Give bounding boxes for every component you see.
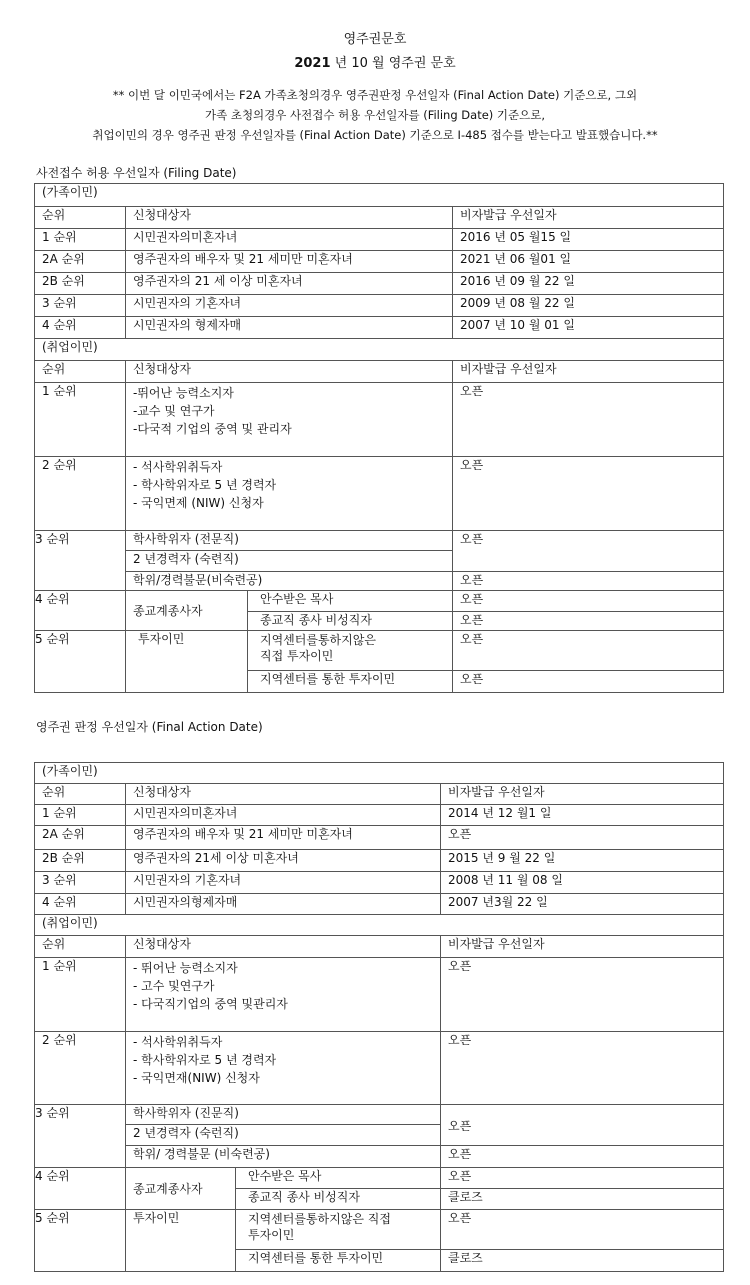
final-action-date-heading: 영주권 판정 우선일자 (Final Action Date) bbox=[36, 720, 263, 734]
rank-cell: 3 순위 bbox=[35, 295, 126, 317]
table-row bbox=[35, 1168, 724, 1189]
date-header: 비자발급 우선일자 bbox=[441, 936, 724, 958]
date-cell: 2014 년 12 월1 일 bbox=[441, 805, 724, 826]
rank-cell: 2B 순위 bbox=[35, 850, 126, 872]
applicant-line: - 다국직기업의 중역 및관리자 bbox=[133, 997, 288, 1011]
rank-header: 순위 bbox=[35, 207, 126, 229]
applicant-cell: 학위/ 경력불문 (비숙련공) bbox=[126, 1146, 441, 1168]
applicant-cell: 영주권자의 21세 이상 미혼자녀 bbox=[126, 850, 441, 872]
table-row bbox=[35, 572, 724, 591]
applicant-cell: 2 년경력자 (숙련직) bbox=[126, 551, 453, 572]
date-cell: 오픈 bbox=[441, 1146, 724, 1168]
table-row bbox=[35, 850, 724, 872]
applicant-line: - 석사학위취득자 bbox=[133, 460, 223, 474]
table-row bbox=[35, 531, 724, 551]
rank-cell: 3 순위 bbox=[35, 1105, 126, 1168]
subtitle-year: 2021 bbox=[294, 56, 331, 71]
applicant-cell: 종교직 종사 비성직자 bbox=[248, 612, 453, 631]
applicant-line: 지역센터를통하지않은 bbox=[260, 633, 376, 647]
intro-line-3: 취업이민의 경우 영주권 판정 우선일자를 (Final Action Date) 기준으로 I-485 접수를 받는다고 발표했습니다.** bbox=[92, 128, 658, 142]
applicant-header: 신청대상자 bbox=[126, 936, 441, 958]
date-cell: 오픈 bbox=[453, 612, 724, 631]
rank-cell: 1 순위 bbox=[35, 229, 126, 251]
date-cell: 2007 년3월 22 일 bbox=[441, 894, 724, 915]
applicant-line: -교수 및 연구가 bbox=[133, 404, 215, 418]
table-header-row bbox=[35, 784, 724, 805]
date-cell: 오픈 bbox=[453, 631, 724, 671]
table-row bbox=[35, 383, 724, 457]
date-cell: 오픈 bbox=[441, 958, 724, 1032]
table-row bbox=[35, 1032, 724, 1105]
applicant-line: - 석사학위취득자 bbox=[133, 1035, 223, 1049]
employment-section-label: (취업이민) bbox=[35, 915, 724, 936]
applicant-cell bbox=[236, 1210, 441, 1250]
date-cell: 오픈 bbox=[453, 591, 724, 612]
date-cell: 오픈 bbox=[441, 1032, 724, 1105]
applicant-line: - 국익면재(NIW) 신청자 bbox=[133, 1071, 260, 1085]
rank-cell: 1 순위 bbox=[35, 805, 126, 826]
document-title: 영주권문호 bbox=[343, 32, 407, 47]
applicant-cell: 시민권자의미혼자녀 bbox=[126, 805, 441, 826]
date-cell: 2016 년 09 월 22 일 bbox=[453, 273, 724, 295]
date-cell: 오픈 bbox=[441, 1210, 724, 1250]
table-row bbox=[35, 826, 724, 850]
table-header-row bbox=[35, 936, 724, 958]
rank-cell: 5 순위 bbox=[35, 631, 126, 693]
table-row bbox=[35, 1105, 724, 1125]
rank-cell: 4 순위 bbox=[35, 591, 126, 631]
table-row bbox=[35, 958, 724, 1032]
applicant-cell: 학사학위자 (진문직) bbox=[126, 1105, 441, 1125]
applicant-cell: 종교직 종사 비성직자 bbox=[236, 1189, 441, 1210]
applicant-cell bbox=[126, 457, 453, 531]
applicant-line: - 뛰어난 능력소지자 bbox=[133, 961, 238, 975]
applicant-cell bbox=[126, 383, 453, 457]
applicant-line: 직접 투자이민 bbox=[260, 649, 334, 663]
applicant-header: 신청대상자 bbox=[126, 784, 441, 805]
applicant-cell bbox=[126, 958, 441, 1032]
rank-cell: 3 순위 bbox=[35, 872, 126, 894]
date-cell: 2015 년 9 월 22 일 bbox=[441, 850, 724, 872]
intro-line-1: ** 이번 달 이민국에서는 F2A 가족초청의경우 영주권판정 우선일자 (Final Action Date) 기준으로, 그외 bbox=[112, 88, 638, 102]
subtitle-rest: 년 10 월 영주권 문호 bbox=[334, 56, 456, 71]
date-cell: 2008 년 11 월 08 일 bbox=[441, 872, 724, 894]
table-row bbox=[35, 251, 724, 273]
table-row bbox=[35, 1210, 724, 1250]
group-cell: 투자이민 bbox=[126, 1210, 236, 1272]
applicant-cell: 안수받은 목사 bbox=[248, 591, 453, 612]
applicant-cell: 시민권자의 형제자매 bbox=[126, 317, 453, 339]
rank-header: 순위 bbox=[35, 936, 126, 958]
applicant-line: - 학사학위자로 5 년 경력자 bbox=[133, 478, 277, 492]
table-row bbox=[35, 591, 724, 612]
family-section-label: (가족이민) bbox=[35, 184, 724, 207]
table-header-row bbox=[35, 361, 724, 383]
date-cell: 2016 년 05 월15 일 bbox=[453, 229, 724, 251]
applicant-cell: 영주권자의 배우자 및 21 세미만 미혼자녀 bbox=[126, 251, 453, 273]
table-row bbox=[35, 872, 724, 894]
date-header: 비자발급 우선일자 bbox=[453, 207, 724, 229]
table-row bbox=[35, 631, 724, 671]
date-cell: 오픈 bbox=[453, 671, 724, 693]
applicant-cell: 지역센터를 통한 투자이민 bbox=[236, 1250, 441, 1272]
applicant-line: -다국적 기업의 중역 및 관리자 bbox=[133, 422, 292, 436]
applicant-line: 지역센터를통하지않은 직접 bbox=[248, 1212, 391, 1226]
applicant-header: 신청대상자 bbox=[126, 361, 453, 383]
applicant-line: - 국익면제 (NIW) 신청자 bbox=[133, 496, 264, 510]
applicant-cell bbox=[248, 631, 453, 671]
table-row bbox=[35, 894, 724, 915]
rank-cell: 4 순위 bbox=[35, 894, 126, 915]
table-row bbox=[35, 805, 724, 826]
applicant-cell: 영주권자의 21 세 이상 미혼자녀 bbox=[126, 273, 453, 295]
applicant-cell: 영주권자의 배우자 및 21 세미만 미혼자녀 bbox=[126, 826, 441, 850]
date-header: 비자발급 우선일자 bbox=[453, 361, 724, 383]
table-row bbox=[35, 273, 724, 295]
group-cell: 종교계종사자 bbox=[126, 1168, 236, 1210]
rank-cell: 2A 순위 bbox=[35, 251, 126, 273]
family-section-label: (가족이민) bbox=[35, 763, 724, 784]
rank-cell: 4 순위 bbox=[35, 317, 126, 339]
table-row bbox=[35, 229, 724, 251]
applicant-cell: 시민권자의 기혼자녀 bbox=[126, 872, 441, 894]
group-cell: 투자이민 bbox=[126, 631, 248, 693]
rank-cell: 2A 순위 bbox=[35, 826, 126, 850]
applicant-cell: 학위/경력불문(비숙련공) bbox=[126, 572, 453, 591]
applicant-cell: 2 년경력자 (숙런직) bbox=[126, 1125, 441, 1146]
date-cell: 클로즈 bbox=[441, 1250, 724, 1272]
applicant-line: - 학사학위자로 5 년 경력자 bbox=[133, 1053, 277, 1067]
rank-header: 순위 bbox=[35, 784, 126, 805]
applicant-cell: 학사학위자 (전문직) bbox=[126, 531, 453, 551]
rank-cell: 1 순위 bbox=[35, 383, 126, 457]
employment-section-label: (취업이민) bbox=[35, 339, 724, 361]
date-cell: 2009 년 08 월 22 일 bbox=[453, 295, 724, 317]
applicant-line: - 고수 및연구가 bbox=[133, 979, 215, 993]
rank-cell: 2B 순위 bbox=[35, 273, 126, 295]
date-cell: 오픈 bbox=[441, 1168, 724, 1189]
rank-cell: 2 순위 bbox=[35, 457, 126, 531]
rank-cell: 4 순위 bbox=[35, 1168, 126, 1210]
applicant-cell: 지역센터를 통한 투자이민 bbox=[248, 671, 453, 693]
applicant-cell bbox=[126, 1032, 441, 1105]
rank-cell: 5 순위 bbox=[35, 1210, 126, 1272]
date-cell: 클로즈 bbox=[441, 1189, 724, 1210]
rank-cell: 3 순위 bbox=[35, 531, 126, 591]
date-cell: 2007 년 10 월 01 일 bbox=[453, 317, 724, 339]
date-cell: 오픈 bbox=[441, 826, 724, 850]
group-cell: 종교계종사자 bbox=[126, 591, 248, 631]
applicant-line: -뛰어난 능력소지자 bbox=[133, 386, 234, 400]
filing-date-table bbox=[34, 183, 724, 693]
rank-header: 순위 bbox=[35, 361, 126, 383]
table-row bbox=[35, 457, 724, 531]
date-header: 비자발급 우선일자 bbox=[441, 784, 724, 805]
final-action-date-table bbox=[34, 762, 724, 1272]
table-row bbox=[35, 295, 724, 317]
date-cell: 오픈 bbox=[453, 457, 724, 531]
table-row bbox=[35, 317, 724, 339]
document-subtitle bbox=[0, 52, 750, 71]
date-cell: 2021 년 06 월01 일 bbox=[453, 251, 724, 273]
date-cell: 오픈 bbox=[453, 383, 724, 457]
table-header-row bbox=[35, 207, 724, 229]
rank-cell: 1 순위 bbox=[35, 958, 126, 1032]
applicant-cell: 시민권자의미혼자녀 bbox=[126, 229, 453, 251]
date-cell: 오픈 bbox=[453, 531, 724, 572]
applicant-cell: 시민권자의 기혼자녀 bbox=[126, 295, 453, 317]
date-cell: 오픈 bbox=[453, 572, 724, 591]
applicant-cell: 시민권자의형제자매 bbox=[126, 894, 441, 915]
applicant-cell: 안수받은 목사 bbox=[236, 1168, 441, 1189]
filing-date-heading: 사전접수 허용 우선일자 (Filing Date) bbox=[36, 166, 237, 180]
date-cell: 오픈 bbox=[441, 1105, 724, 1146]
intro-line-2: 가족 초청의경우 사전접수 허용 우선일자를 (Filing Date) 기준으로, bbox=[204, 108, 546, 122]
applicant-line: 투자이민 bbox=[248, 1228, 295, 1242]
applicant-header: 신청대상자 bbox=[126, 207, 453, 229]
table-row bbox=[35, 1146, 724, 1168]
rank-cell: 2 순위 bbox=[35, 1032, 126, 1105]
